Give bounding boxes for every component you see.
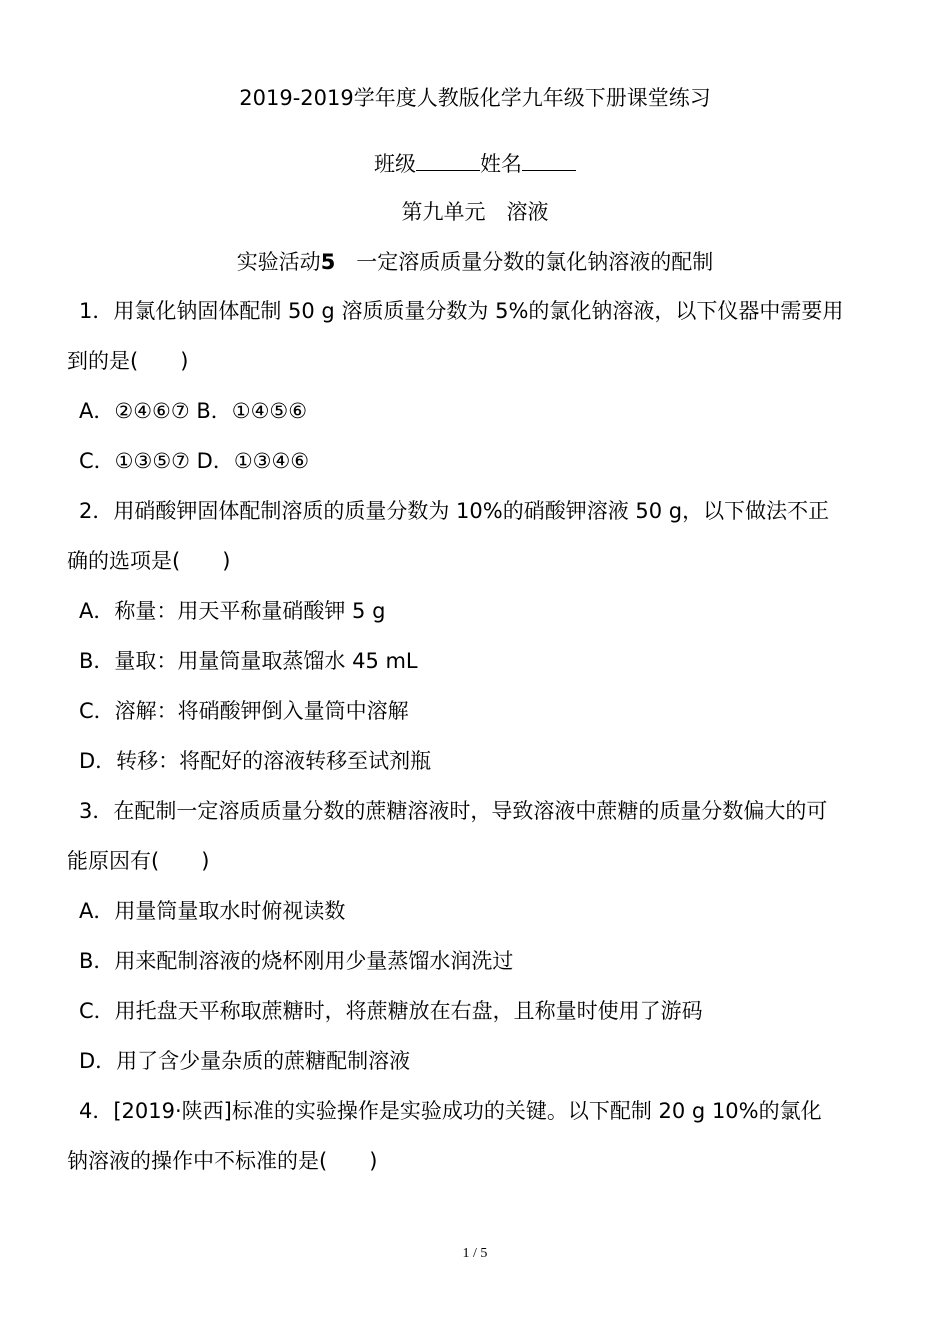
question-3-option-b: B．用来配制溶液的烧杯刚用少量蒸馏水润洗过 (79, 949, 514, 973)
question-2-option-c: C．溶解：将硝酸钾倒入量筒中溶解 (79, 699, 409, 723)
class-blank[interactable] (416, 148, 480, 171)
name-blank[interactable] (522, 148, 576, 171)
document-title: 2019-2019学年度人教版化学九年级下册课堂练习 (239, 86, 711, 110)
question-3-line-2: 能原因有( ) (67, 849, 210, 873)
question-1-line-2: 到的是( ) (67, 349, 189, 373)
question-1-line-1: 1．用氯化钠固体配制 50 g 溶质质量分数为 5%的氯化钠溶液，以下仪器中需要用 (79, 299, 844, 323)
activity-title: 一定溶质质量分数的氯化钠溶液的配制 (335, 250, 714, 274)
question-3-option-c: C．用托盘天平称取蔗糖时，将蔗糖放在右盘，且称量时使用了游码 (79, 999, 703, 1023)
question-4-line-2: 钠溶液的操作中不标准的是( ) (67, 1149, 378, 1173)
question-2-option-d: D．转移：将配好的溶液转移至试剂瓶 (79, 749, 432, 773)
question-2-line-2: 确的选项是( ) (67, 549, 231, 573)
question-4-line-1: 4．[2019·陕西]标准的实验操作是实验成功的关键。以下配制 20 g 10%的氯化 (79, 1099, 822, 1123)
question-1-option-row-2: C．①③⑤⑦ D．①③④⑥ (79, 449, 310, 473)
activity-number: 5 (320, 250, 336, 274)
unit-heading: 第九单元 溶液 (401, 200, 549, 224)
page-number: 1 / 5 (462, 1246, 488, 1261)
question-1-option-row-1: A．②④⑥⑦ B．①④⑤⑥ (79, 399, 308, 423)
class-name-line (0, 148, 950, 179)
activity-prefix: 实验活动 (236, 250, 321, 274)
name-label: 姓名 (480, 152, 522, 176)
question-3-line-1: 3．在配制一定溶质质量分数的蔗糖溶液时，导致溶液中蔗糖的质量分数偏大的可 (79, 799, 828, 823)
question-3-option-a: A．用量筒量取水时俯视读数 (79, 899, 346, 923)
class-label: 班级 (374, 152, 416, 176)
question-2-line-1: 2．用硝酸钾固体配制溶质的质量分数为 10%的硝酸钾溶液 50 g，以下做法不正 (79, 499, 830, 523)
question-2-option-b: B．量取：用量筒量取蒸馏水 45 mL (79, 649, 418, 673)
question-2-option-a: A．称量：用天平称量硝酸钾 5 g (79, 599, 386, 623)
question-3-option-d: D．用了含少量杂质的蔗糖配制溶液 (79, 1049, 411, 1073)
activity-heading (0, 247, 950, 277)
